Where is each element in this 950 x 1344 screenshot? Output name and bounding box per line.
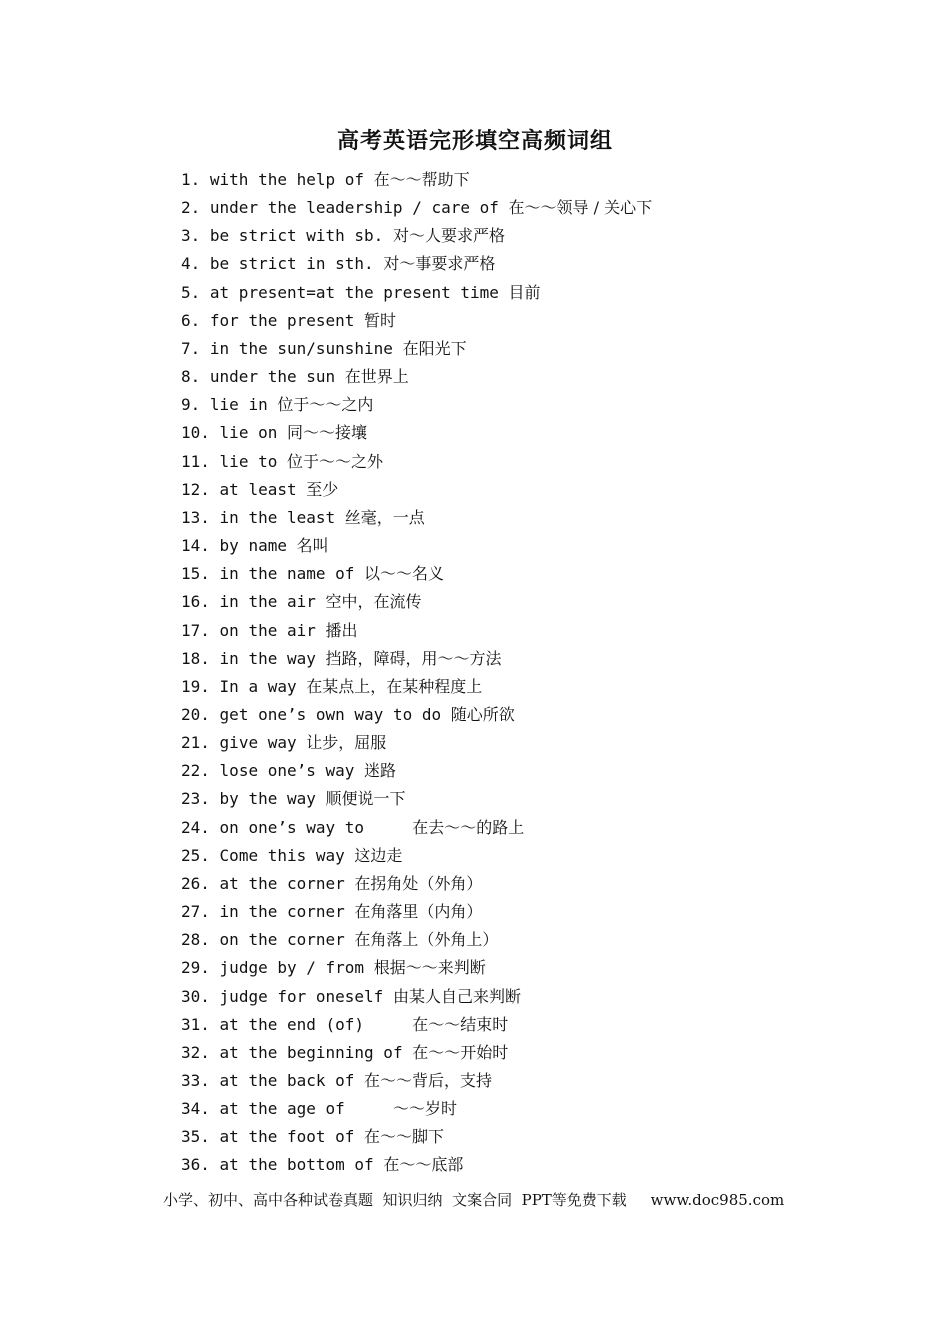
item-phrase: by name <box>219 536 287 556</box>
list-item <box>181 222 652 250</box>
item-meaning: 在世界上 <box>344 367 409 387</box>
item-number: 34. <box>181 1099 210 1119</box>
item-phrase: judge by / from <box>219 958 365 978</box>
list-item <box>181 842 652 870</box>
list-item <box>181 926 652 954</box>
item-meaning: ～～岁时 <box>392 1099 457 1119</box>
list-item <box>181 560 652 588</box>
item-meaning: 在～～底部 <box>383 1155 464 1175</box>
item-meaning: 这边走 <box>354 845 403 865</box>
item-meaning: 位于～～之内 <box>277 395 374 415</box>
item-phrase: under the leadership / care of <box>209 198 499 218</box>
list-item <box>181 1123 652 1151</box>
list-item <box>181 307 652 335</box>
item-meaning: 在阳光下 <box>402 338 467 358</box>
document-title: 高考英语完形填空高频词组 <box>336 128 613 154</box>
list-item <box>181 532 652 560</box>
item-number: 19. <box>181 676 210 696</box>
item-phrase: lie on <box>219 423 278 443</box>
item-phrase: judge for oneself <box>219 986 384 1006</box>
item-meaning: 让步，屈服 <box>306 733 387 753</box>
item-phrase: in the sun/sunshine <box>209 338 393 358</box>
item-meaning: 对～事要求严格 <box>383 254 496 274</box>
item-number: 31. <box>181 1014 210 1034</box>
item-number: 9. <box>181 395 201 415</box>
list-item <box>181 166 652 194</box>
list-item <box>181 363 652 391</box>
item-number: 6. <box>181 310 201 330</box>
item-number: 10. <box>181 423 210 443</box>
item-phrase: under the sun <box>209 367 336 387</box>
item-number: 35. <box>181 1127 210 1147</box>
page-footer: 小学、初中、高中各种试卷真题 知识归纳 文案合同 PPT等免费下载 www.doc985.com <box>163 1191 785 1209</box>
list-item <box>181 645 652 673</box>
item-phrase: give way <box>219 733 297 753</box>
item-number: 1. <box>181 170 201 189</box>
list-item <box>181 785 652 813</box>
list-item <box>181 588 652 616</box>
item-meaning: 至少 <box>306 479 339 499</box>
item-number: 20. <box>181 704 210 724</box>
item-phrase: be strict with sb. <box>209 226 384 246</box>
item-phrase: Come this way <box>219 845 345 865</box>
list-item <box>181 476 652 504</box>
item-phrase: by the way <box>219 789 316 809</box>
list-item <box>181 1151 652 1179</box>
item-phrase: at the beginning of <box>219 1042 403 1062</box>
item-number: 24. <box>181 817 210 837</box>
item-phrase: at the bottom of <box>219 1155 374 1175</box>
item-phrase: In a way <box>219 676 297 696</box>
item-phrase: on the corner <box>219 930 345 950</box>
item-phrase: on one’s way to <box>219 817 403 837</box>
item-meaning: 由某人自己来判断 <box>392 986 521 1006</box>
item-meaning: 在去～～的路上 <box>412 817 525 837</box>
item-meaning: 在～～帮助下 <box>373 170 470 189</box>
item-meaning: 同～～接壤 <box>286 423 367 443</box>
item-number: 27. <box>181 902 210 922</box>
item-number: 7. <box>181 338 201 358</box>
phrase-list <box>181 166 652 1180</box>
item-phrase: lose one’s way <box>219 761 355 781</box>
item-phrase: on the air <box>219 620 316 640</box>
item-meaning: 在～～领导 / 关心下 <box>508 198 653 218</box>
item-number: 12. <box>181 479 210 499</box>
item-number: 23. <box>181 789 210 809</box>
list-item <box>181 335 652 363</box>
item-phrase: at the corner <box>219 873 345 893</box>
item-number: 21. <box>181 733 210 753</box>
list-item <box>181 448 652 476</box>
list-item <box>181 250 652 278</box>
item-meaning: 在～～脚下 <box>364 1127 445 1147</box>
item-number: 8. <box>181 367 201 387</box>
list-item <box>181 701 652 729</box>
list-item <box>181 391 652 419</box>
item-number: 30. <box>181 986 210 1006</box>
item-meaning: 目前 <box>508 282 541 302</box>
item-number: 3. <box>181 226 201 246</box>
item-phrase: in the air <box>219 592 316 612</box>
item-meaning: 在～～背后，支持 <box>364 1071 493 1090</box>
list-item <box>181 617 652 645</box>
item-number: 15. <box>181 564 210 584</box>
item-phrase: in the corner <box>219 902 345 922</box>
item-phrase: at the foot of <box>219 1127 355 1147</box>
item-phrase: for the present <box>209 310 355 330</box>
item-meaning: 对～人要求严格 <box>392 226 505 246</box>
item-number: 4. <box>181 254 201 274</box>
item-meaning: 在角落上（外角上） <box>354 930 499 950</box>
item-meaning: 在～～开始时 <box>412 1042 509 1062</box>
item-phrase: in the least <box>219 507 336 527</box>
list-item <box>181 954 652 982</box>
item-phrase: at the age of <box>219 1099 384 1119</box>
list-item <box>181 419 652 447</box>
item-number: 32. <box>181 1042 210 1062</box>
item-phrase: in the way <box>219 648 316 668</box>
item-number: 2. <box>181 198 201 218</box>
item-number: 25. <box>181 845 210 865</box>
item-number: 22. <box>181 761 210 781</box>
list-item <box>181 1095 652 1123</box>
list-item <box>181 194 652 222</box>
item-number: 17. <box>181 620 210 640</box>
item-number: 13. <box>181 507 210 527</box>
list-item <box>181 729 652 757</box>
item-phrase: lie in <box>209 395 268 415</box>
list-item <box>181 814 652 842</box>
list-item <box>181 870 652 898</box>
item-phrase: get one’s own way to do <box>219 704 442 724</box>
list-item <box>181 504 652 532</box>
list-item <box>181 898 652 926</box>
item-meaning: 根据～～来判断 <box>373 958 486 978</box>
list-item <box>181 757 652 785</box>
item-meaning: 迷路 <box>364 761 397 781</box>
item-meaning: 名叫 <box>296 536 329 556</box>
item-number: 29. <box>181 958 210 978</box>
item-number: 18. <box>181 648 210 668</box>
item-meaning: 随心所欲 <box>450 704 515 724</box>
item-number: 28. <box>181 930 210 950</box>
item-meaning: 在某点上，在某种程度上 <box>306 676 483 696</box>
item-number: 16. <box>181 592 210 612</box>
item-meaning: 暂时 <box>364 310 397 330</box>
list-item <box>181 1067 652 1095</box>
item-phrase: be strict in sth. <box>209 254 374 274</box>
list-item <box>181 1011 652 1039</box>
item-meaning: 以～～名义 <box>364 564 445 584</box>
list-item <box>181 673 652 701</box>
item-meaning: 位于～～之外 <box>286 451 383 471</box>
item-number: 33. <box>181 1071 210 1090</box>
item-meaning: 挡路，障碍，用～～方法 <box>325 648 502 668</box>
item-number: 36. <box>181 1155 210 1175</box>
item-phrase: at present=at the present time <box>209 282 499 302</box>
list-item <box>181 279 652 307</box>
item-phrase: at least <box>219 479 297 499</box>
item-meaning: 丝毫，一点 <box>344 507 425 527</box>
item-phrase: lie to <box>219 451 278 471</box>
item-meaning: 播出 <box>325 620 358 640</box>
item-number: 26. <box>181 873 210 893</box>
item-meaning: 顺便说一下 <box>325 789 406 809</box>
item-phrase: with the help of <box>209 170 365 189</box>
list-item <box>181 1039 652 1067</box>
item-meaning: 空中，在流传 <box>325 592 422 612</box>
item-meaning: 在角落里（内角） <box>354 902 483 922</box>
item-phrase: at the end (of) <box>219 1014 403 1034</box>
item-phrase: in the name of <box>219 564 355 584</box>
list-item <box>181 983 652 1011</box>
item-meaning: 在拐角处（外角） <box>354 873 483 893</box>
item-phrase: at the back of <box>219 1071 355 1090</box>
item-meaning: 在～～结束时 <box>412 1014 509 1034</box>
item-number: 11. <box>181 451 210 471</box>
item-number: 14. <box>181 536 210 556</box>
item-number: 5. <box>181 282 201 302</box>
